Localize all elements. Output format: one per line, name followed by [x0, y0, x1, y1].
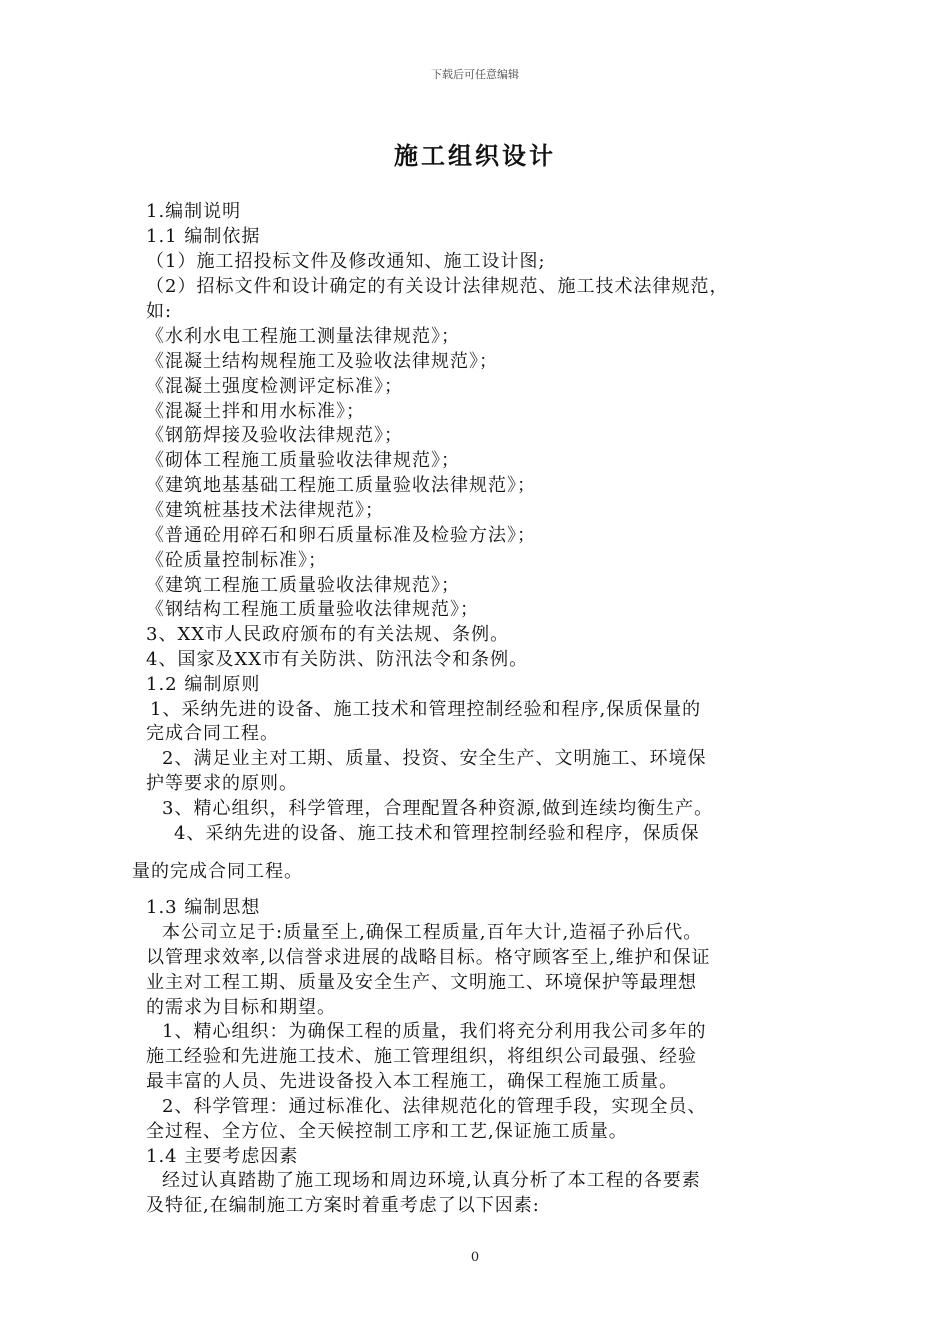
text-line: 1.编制说明 — [146, 201, 242, 222]
text-line: 《混凝土结构规程施工及验收法律规范》； — [146, 351, 498, 372]
text-line: （2）招标文件和设计确定的有关设计法律规范、施工技术法律规范， — [146, 276, 729, 297]
text-line: 3、XX市人民政府颁布的有关法规、条例。 — [146, 624, 510, 645]
text-line: 4、采纳先进的设备、施工技术和管理控制经验和程序，保质保 — [174, 823, 700, 844]
text-line: 《建筑地基基础工程施工质量验收法律规范》； — [146, 475, 536, 496]
text-line: 《混凝土拌和用水标准》； — [146, 401, 365, 422]
text-line: 的需求为目标和期望。 — [146, 997, 336, 1018]
text-line: 3、精心组织，科学管理，合理配置各种资源,做到连续均衡生产。 — [162, 798, 714, 819]
text-line: 护等要求的原则。 — [146, 773, 298, 794]
text-line: 《普通砼用碎石和卵石质量标准及检验方法》； — [146, 525, 536, 546]
text-line: 施工经验和先进施工技术、施工管理组织，将组织公司最强、经验 — [146, 1046, 697, 1067]
text-line: 本公司立足于:质量至上,确保工程质量,百年大计,造福子孙后代。 — [162, 922, 703, 943]
section-heading: 1.3 编制思想 — [146, 897, 261, 918]
text-line: 及特征,在编制施工方案时着重考虑了以下因素: — [146, 1195, 540, 1216]
text-line: 全过程、全方位、全天候控制工序和工艺,保证施工质量。 — [146, 1121, 628, 1142]
text-line: 1、采纳先进的设备、施工技术和管理控制经验和程序,保质保量的 — [150, 699, 702, 720]
text-line: 1、精心组织：为确保工程的质量，我们将充分利用我公司多年的 — [162, 1021, 707, 1042]
text-line: 最丰富的人员、先进设备投入本工程施工，确保工程施工质量。 — [146, 1071, 678, 1092]
text-line: 2、满足业主对工期、质量、投资、安全生产、文明施工、环境保 — [162, 748, 707, 769]
text-line: 1.1 编制依据 — [146, 226, 261, 247]
text-line: 《钢筋焊接及验收法律规范》； — [146, 425, 403, 446]
text-line: 经过认真踏勘了施工现场和周边环境,认真分析了本工程的各要素 — [162, 1170, 701, 1191]
text-line: 《建筑桩基技术法律规范》； — [146, 500, 384, 521]
text-line: 《砼质量控制标准》； — [146, 550, 327, 571]
text-line: 《混凝土强度检测评定标准》； — [146, 376, 403, 397]
page-number: 0 — [470, 1250, 480, 1265]
text-line: 量的完成合同工程。 — [132, 861, 303, 882]
text-line: 《钢结构工程施工质量验收法律规范》； — [146, 599, 479, 620]
text-line: 如: — [146, 301, 173, 322]
text-line: 以管理求效率,以信誉求进展的战略目标。格守顾客至上,维护和保证 — [146, 947, 711, 968]
text-line: 4、国家及XX市有关防洪、防汛法令和条例。 — [146, 649, 529, 670]
text-line: 完成合同工程。 — [146, 723, 279, 744]
document-title: 施工组织设计 — [394, 141, 556, 170]
page-header: 下载后可任意编辑 — [431, 68, 519, 81]
text-line: 《建筑工程施工质量验收法律规范》； — [146, 575, 460, 596]
text-line: 2、科学管理：通过标准化、法律规范化的管理手段，实现全员、 — [162, 1096, 707, 1117]
section-heading: 1.2 编制原则 — [146, 674, 261, 695]
text-line: 业主对工程工期、质量及安全生产、文明施工、环境保护等最理想 — [146, 972, 697, 993]
text-line: 《砌体工程施工质量验收法律规范》； — [146, 450, 460, 471]
section-heading: 1.4 主要考虑因素 — [146, 1146, 299, 1167]
text-line: 《水利水电工程施工测量法律规范》； — [146, 326, 460, 347]
text-line: （1）施工招投标文件及修改通知、施工设计图; — [146, 251, 546, 272]
